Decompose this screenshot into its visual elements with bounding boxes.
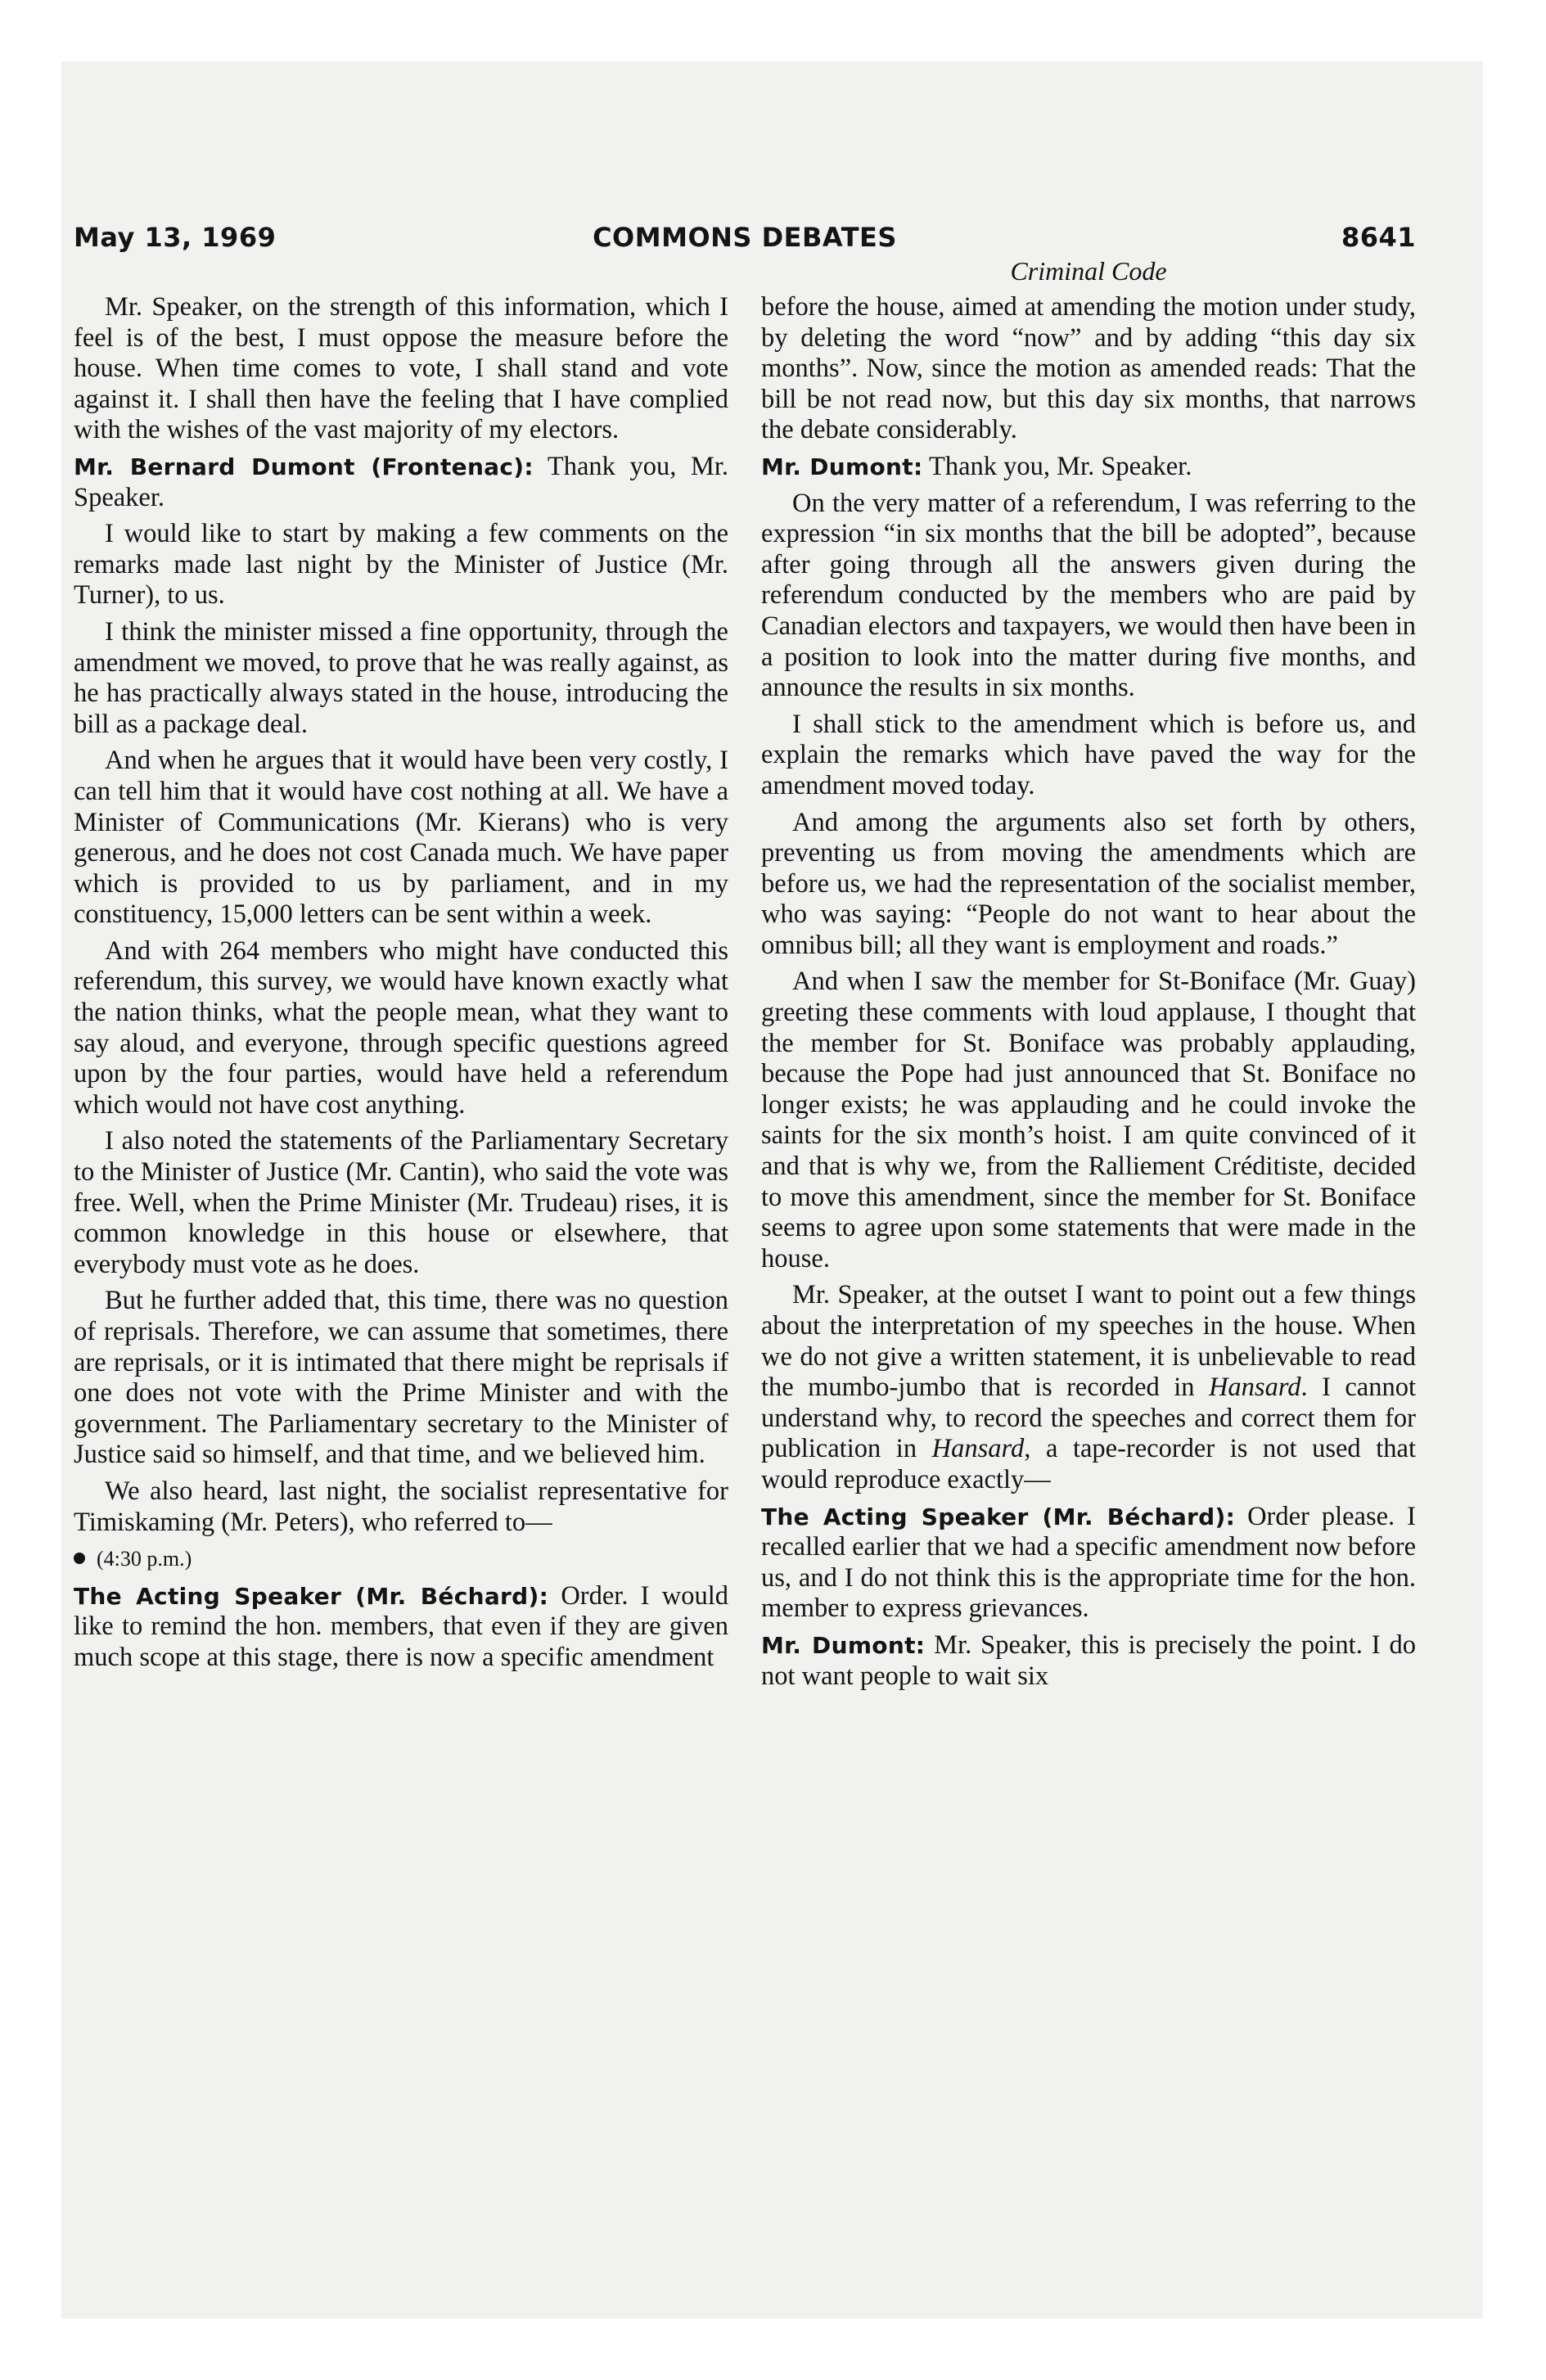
paragraph-text: Mr. Speaker, this is precisely the point. I do not want people to wait six	[761, 1629, 1416, 1691]
hansard-italic: Hansard	[931, 1434, 1025, 1464]
document-page	[74, 217, 1416, 2214]
paragraph: And when I saw the member for St-Boniface (Mr. Guay) greeting these comments with loud applause, I thought that the member for St. Boniface was probably applauding, because the Pope had just announced that St. Boniface no longer exists; he was applauding and he could invoke the saints for the six month’s hoist. I am quite convinced of it and that is why we, from the Ralliement Créditiste, decided to move this amendment, since the member for St. Boniface seems to agree upon some statements that were made in the house.	[761, 967, 1416, 1273]
paragraph: And when he argues that it would have been very costly, I can tell him that it would have cost nothing at all. We have a Minister of Communications (Mr. Kierans) who is very generous, and he does not cost Canada much. We have paper which is provided to us by parliament, and in my constituency, 15,000 letters can be sent within a week.	[74, 746, 728, 930]
speaker-name: Mr. Dumont:	[761, 1631, 926, 1659]
left-column	[74, 292, 728, 1679]
time-text: (4:30 p.m.)	[97, 1547, 192, 1571]
paragraph: But he further added that, this time, there was no question of reprisals. Therefore, we can assume that sometimes, there are reprisals, or it is intimated that there might be reprisals if one does not vote with the Prime Minister and with the government. The Parliamentary secretary to the Minister of Justice said so himself, and that time, and we believed him.	[74, 1286, 728, 1470]
paragraph-text: Order. I would like to remind the hon. members, that even if they are given much scope at this stage, there is now a specific amendment	[74, 1580, 728, 1672]
paragraph	[761, 1280, 1416, 1495]
paragraph-text: . I cannot understand why, to record the speeches and correct them for publication in	[761, 1373, 1416, 1464]
bullet-icon	[74, 1553, 85, 1564]
paragraph: I also noted the statements of the Parliamentary Secretary to the Minister of Justice (Mr. Cantin), who said the vote was free. Well, when the Prime Minister (Mr. Trudeau) rises, it is common knowledge in this house or elsewhere, that everybody must vote as he does.	[74, 1126, 728, 1279]
paragraph: Mr. Speaker, on the strength of this information, which I feel is of the best, I must oppose the measure before the house. When time comes to vote, I shall stand and vote against it. I shall then have the feeling that I have complied with the wishes of the vast majority of my electors.	[74, 292, 728, 445]
paragraph-text: Thank you, Mr. Speaker.	[922, 451, 1192, 481]
speaker-name: Mr. Dumont:	[761, 453, 923, 480]
paragraph: On the very matter of a referendum, I was referring to the expression “in six months that the bill be adopted”, because after going through all the answers given during the referendum conducted by the members who are paid by Canadian electors and taxpayers, we would then have been in a position to look into the matter during five months, and announce the results in six months.	[761, 488, 1416, 703]
paragraph: I shall stick to the amendment which is before us, and explain the remarks which have paved the way for the amendment moved today.	[761, 709, 1416, 800]
page-number: 8641	[1341, 222, 1416, 253]
paragraph: I think the minister missed a fine opportunity, through the amendment we moved, to prove that he was really against, as he has practically always stated in the house, introducing the bill as a package deal.	[74, 616, 728, 739]
paragraph	[761, 1502, 1416, 1625]
paragraph: I would like to start by making a few comments on the remarks made last night by the Minister of Justice (Mr. Turner), to us.	[74, 519, 728, 611]
right-column	[761, 292, 1416, 1697]
speaker-name: The Acting Speaker (Mr. Béchard):	[74, 1582, 549, 1610]
paragraph	[761, 452, 1416, 483]
subject-heading: Criminal Code	[1010, 256, 1167, 286]
paragraph	[74, 1581, 728, 1674]
paragraph: And among the arguments also set forth by others, preventing us from moving the amendments which are before us, we had the representation of the socialist member, who was saying: “People do not want to hear about the omnibus bill; all they want is employment and roads.”	[761, 807, 1416, 960]
paragraph	[761, 1630, 1416, 1692]
paragraph-text: , a tape-recorder is not used that would reproduce exactly—	[761, 1434, 1416, 1494]
paragraph-text: Mr. Speaker, at the outset I want to point out a few things about the interpretation of my speeches in the house. When we do not give a written statement, it is unbelievable to read the mumbo-jumbo that is recorded in	[761, 1280, 1416, 1403]
hansard-italic: Hansard	[1208, 1373, 1301, 1403]
paragraph: before the house, aimed at amending the motion under study, by deleting the word “now” and by adding “this day six months”. Now, since the motion as amended reads: That the bill be not read now, but this day six months, that narrows the debate considerably.	[761, 292, 1416, 445]
paragraph: We also heard, last night, the socialist representative for Timiskaming (Mr. Peters), who referred to—	[74, 1476, 728, 1537]
speaker-name: Mr. Bernard Dumont (Frontenac):	[74, 453, 534, 480]
paragraph: And with 264 members who might have conducted this referendum, this survey, we would have known exactly what the nation thinks, what the people mean, what they want to say aloud, and everyone, through specific questions agreed upon by the four parties, would have held a referendum which would not have cost anything.	[74, 935, 728, 1120]
time-marker	[74, 1544, 728, 1575]
paragraph	[74, 452, 728, 513]
paragraph-text: Thank you, Mr. Speaker.	[74, 451, 728, 512]
speaker-name: The Acting Speaker (Mr. Béchard):	[761, 1503, 1236, 1530]
header-date: May 13, 1969	[74, 222, 277, 253]
paragraph-text: Order please. I recalled earlier that we had a specific amendment now before us, and I do not think this is the appropriate time for the hon. member to express grievances.	[761, 1501, 1416, 1624]
header-title: COMMONS DEBATES	[593, 222, 897, 253]
